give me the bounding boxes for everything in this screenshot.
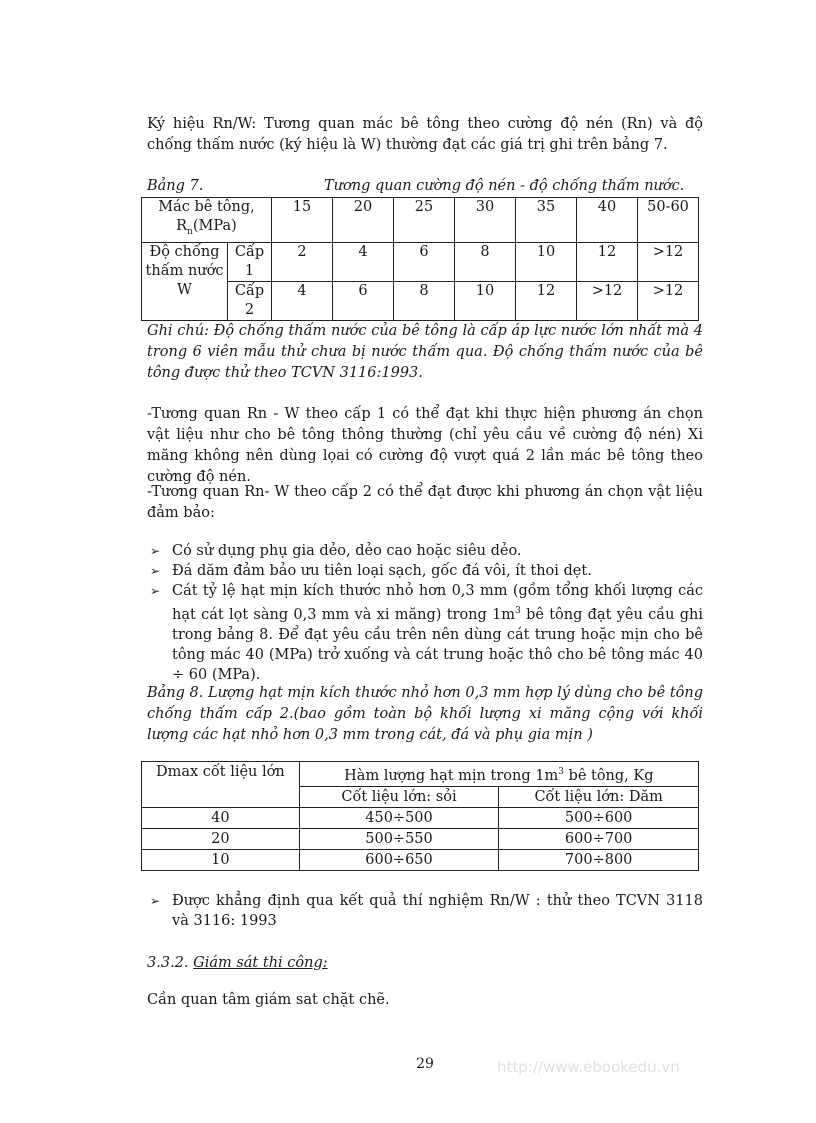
arrow-bullet-icon: ➢ [150, 894, 161, 908]
table7-header-unit: $R_n(MPa)$ [176, 218, 237, 237]
table7-header-cell [142, 198, 272, 243]
table-row [142, 828, 699, 849]
page-number: 29 [416, 1056, 434, 1072]
table8-cell: 700÷800 [499, 849, 699, 870]
list-item: ➢ Cát tỷ lệ hạt mịn kích thước nhỏ hơn 0,3 mm (gồm tổng khối lượng các hạt cát lọt sàng 0,3 mm và xi măng) trong $1m^3$ bê tông đạt yêu cầu ghi trong bảng 8. Để đạt yêu cầu trên nên dùng cát trung hoặc mịn cho bê tông mác 40 (MPa) trở xuống và cát trung hoặc thô cho bê tông mác 40 ÷ 60 (MPa). [150, 583, 703, 683]
level2-paragraph: -Tương quan Rn- W theo cấp 2 có thể đạt được khi phương án chọn vật liệu đảm bảo: [147, 484, 703, 521]
table7-cell: >12 [638, 242, 699, 281]
table7-caption [147, 176, 703, 196]
table8-header-row [142, 762, 699, 787]
table8-cell: 500÷600 [499, 807, 699, 828]
table7-cell: 6 [333, 281, 394, 320]
arrow-bullet-icon: ➢ [150, 564, 161, 578]
table7-row-label: Độ chống thấm nước W [142, 242, 228, 320]
intro-paragraph: Ký hiệu Rn/W: Tương quan mác bê tông theo cường độ nén (Rn) và độ chống thấm nước (ký hiệu là W) thường đạt các giá trị ghi trên bảng 7. [147, 116, 703, 153]
table8 [141, 761, 699, 871]
table7-header-row [142, 198, 699, 243]
table8-cell: 450÷500 [299, 807, 499, 828]
table7-cell: 12 [577, 242, 638, 281]
table7-row-level1 [142, 242, 699, 281]
table7-cell: >12 [638, 281, 699, 320]
arrow-bullet-icon: ➢ [150, 544, 161, 558]
watermark: http://www.ebookedu.vn [497, 1058, 680, 1076]
table8-cell: 500÷550 [299, 828, 499, 849]
table7-cell: 8 [455, 242, 516, 281]
table7-strength: 30 [455, 198, 516, 243]
table8-cell: 10 [142, 849, 300, 870]
table7-strength: 50-60 [638, 198, 699, 243]
table7-strength: 25 [394, 198, 455, 243]
table7-strength: 20 [333, 198, 394, 243]
arrow-bullet-icon: ➢ [150, 584, 161, 598]
table7-header-label: Mác bê tông, [158, 199, 255, 215]
requirements-list [147, 541, 703, 685]
section-title: Giám sát thi công: [193, 955, 328, 971]
list-item: ➢ Có sử dụng phụ gia dẻo, dẻo cao hoặc siêu dẻo. [150, 543, 522, 559]
table7-cell: 4 [333, 242, 394, 281]
list-item: ➢ Đá dăm đảm bảo ưu tiên loại sạch, gốc đá vôi, ít thoi dẹt. [150, 563, 592, 579]
table8-sub-gravel: Cốt liệu lớn: sỏi [299, 786, 499, 807]
table7-strength: 40 [577, 198, 638, 243]
table7 [141, 197, 699, 321]
table7-cell: 4 [272, 281, 333, 320]
table8-sub-crushed: Cốt liệu lớn: Dăm [499, 786, 699, 807]
table7-cell: 6 [394, 242, 455, 281]
table-row [142, 849, 699, 870]
table7-cell: 10 [516, 242, 577, 281]
table8-col-group: Hàm lượng hạt mịn trong $1m^3$ bê tông, Kg [299, 762, 698, 787]
table7-cell: 10 [455, 281, 516, 320]
closing-paragraph: Cần quan tâm giám sat chặt chẽ. [147, 992, 390, 1008]
table8-col-dmax: Dmax cốt liệu lớn [142, 762, 300, 808]
table8-cell: 600÷650 [299, 849, 499, 870]
table7-strength: 15 [272, 198, 333, 243]
table8-cell: 40 [142, 807, 300, 828]
table8-cell: 20 [142, 828, 300, 849]
section-heading [147, 953, 703, 974]
table7-cell: >12 [577, 281, 638, 320]
list-item: ➢ Được khẳng định qua kết quả thí nghiệm Rn/W : thử theo TCVN 3118 và 3116: 1993 [150, 893, 703, 929]
table7-title: Tương quan cường độ nén - độ chống thấm nước. [324, 178, 685, 194]
level1-paragraph: -Tương quan Rn - W theo cấp 1 có thể đạt khi thực hiện phương án chọn vật liệu như cho bê tông thông thường (chỉ yêu cầu về cường độ nén) Xi măng không nên dùng lọai có cường độ vượt quá 2 lần mác bê tông theo cường độ nén. [147, 406, 703, 485]
table8-caption: Bảng 8. Lượng hạt mịn kích thước nhỏ hơn 0,3 mm hợp lý dùng cho bê tông chống thấm cấp 2.(bao gồm toàn bộ khối lượng xi măng cộng với khối lượng các hạt nhỏ hơn 0,3 mm trong cát, đá và phụ gia mịn ) [147, 685, 703, 743]
table7-level-name: Cấp 2 [228, 281, 272, 320]
table7-cell: 8 [394, 281, 455, 320]
table7-cell: 2 [272, 242, 333, 281]
table7-note: Ghi chú: Độ chống thấm nước của bê tông là cấp áp lực nước lớn nhất mà 4 trong 6 viên mẫu thử chưa bị nước thấm qua. Độ chống thấm nước của bê tông được thử theo TCVN 3116:1993. [147, 323, 703, 381]
table7-level-name: Cấp 1 [228, 242, 272, 281]
table7-strength: 35 [516, 198, 577, 243]
section-number: 3.3.2. [147, 955, 189, 971]
table7-label: Bảng 7. [147, 178, 204, 194]
table8-cell: 600÷700 [499, 828, 699, 849]
table7-cell: 12 [516, 281, 577, 320]
confirm-list [147, 891, 703, 931]
table-row [142, 807, 699, 828]
